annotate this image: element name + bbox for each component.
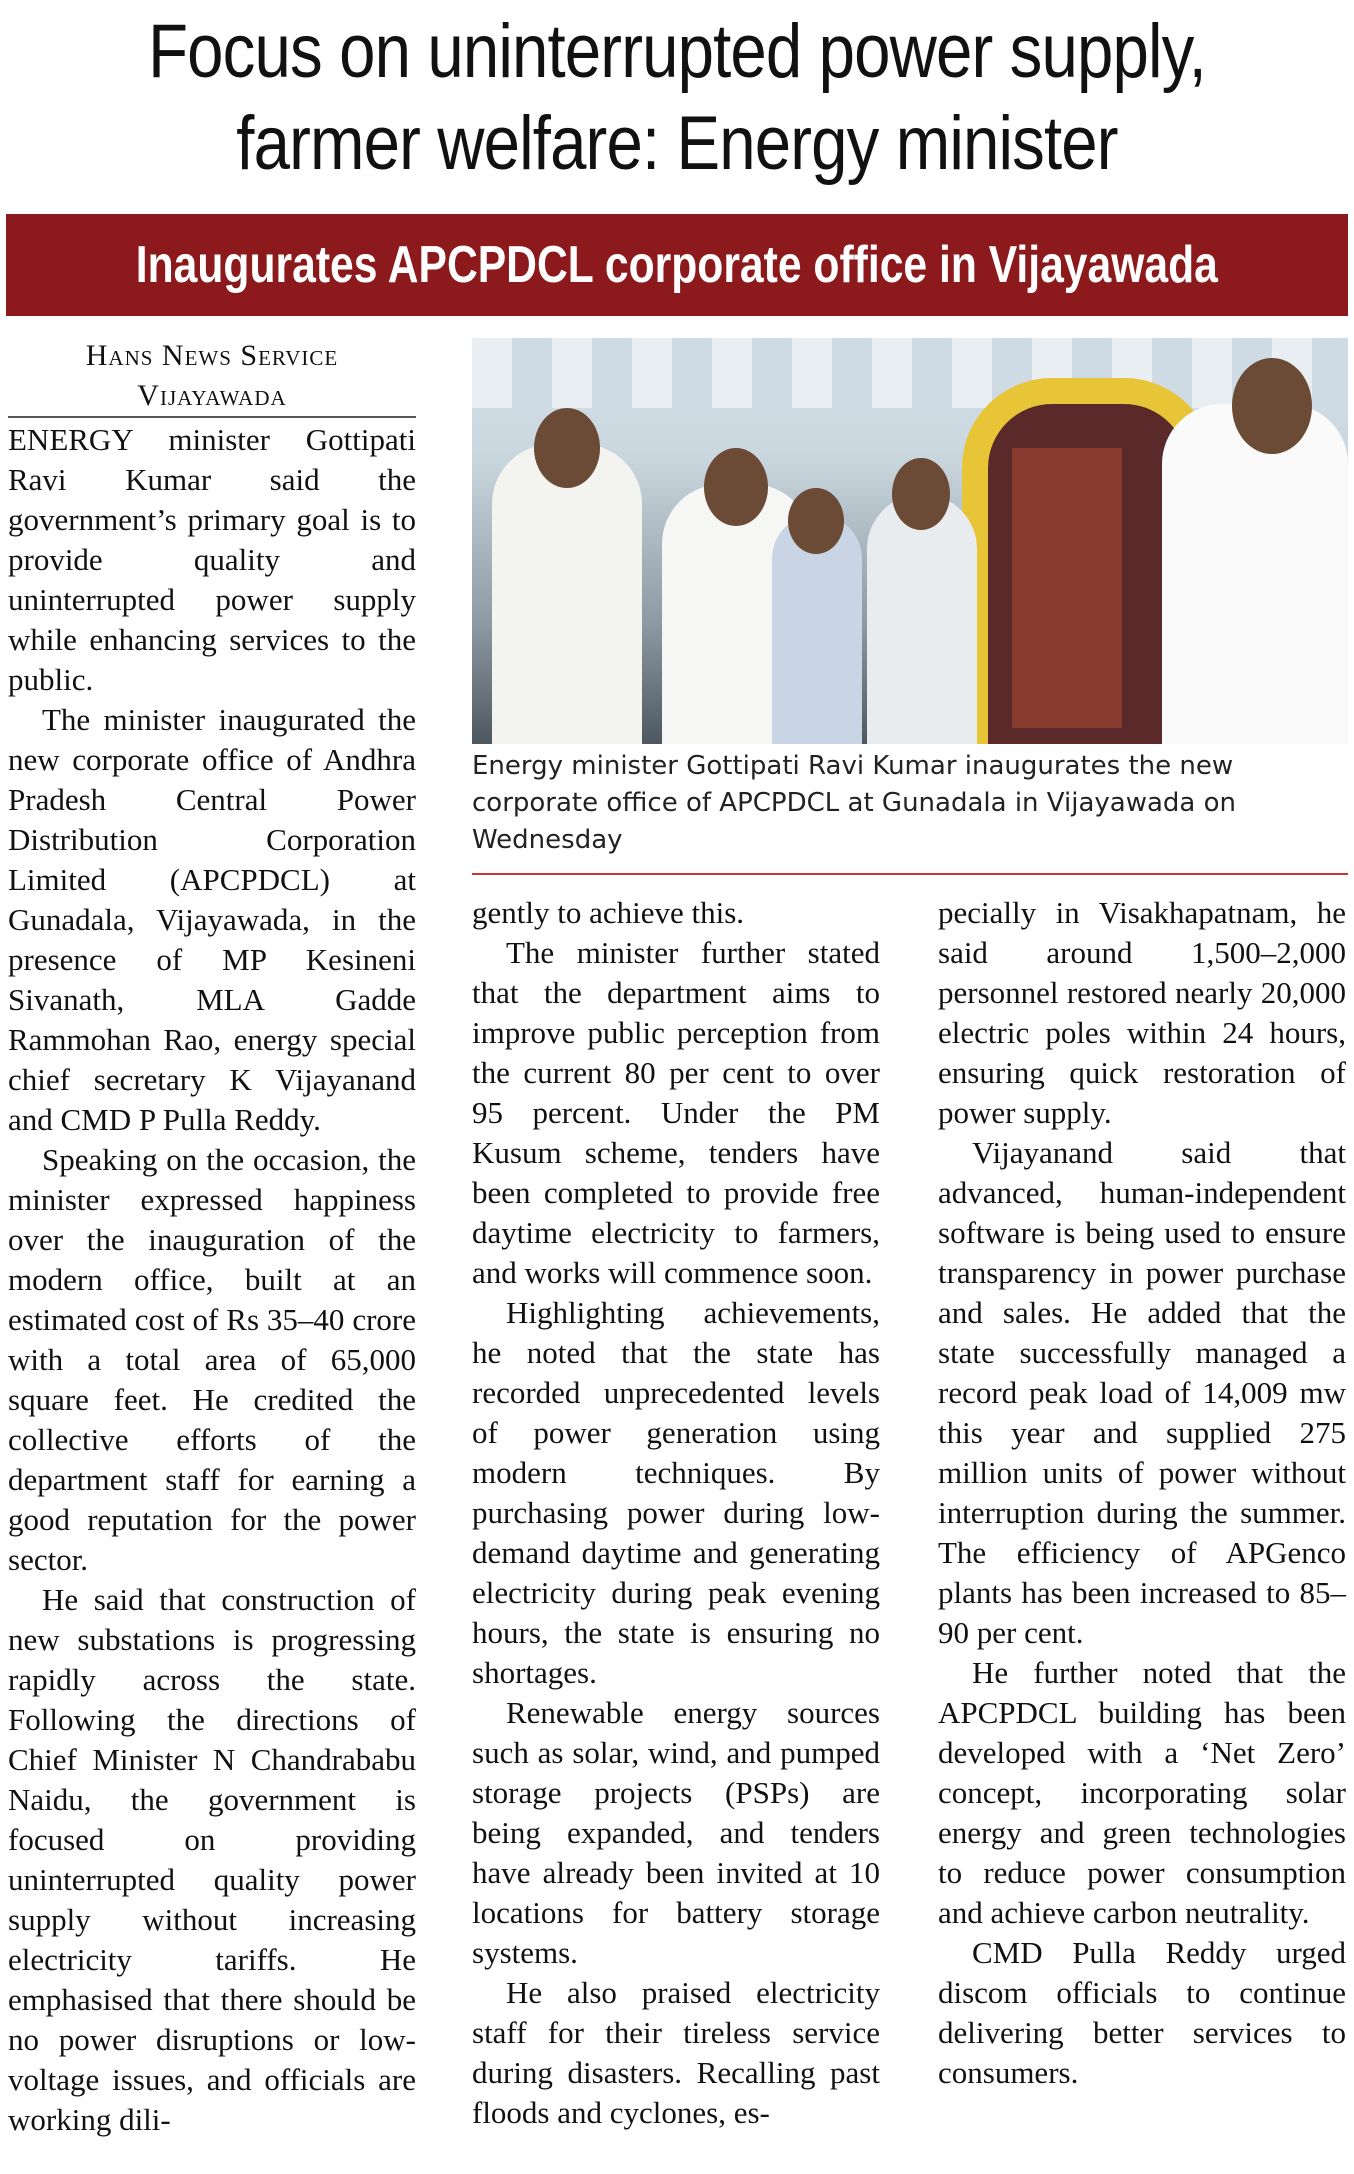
person-figure: [1162, 404, 1348, 744]
article-column-1: [8, 420, 416, 2140]
person-head: [788, 488, 844, 554]
paragraph: ENERGY minister Gottipati Ravi Kumar said the government’s primary goal is to provide quality and uninterrupted power supply while enhancing services to the public.: [8, 422, 416, 697]
article-photo: [472, 338, 1348, 744]
byline-location: Vijayawada: [137, 379, 287, 412]
person-head: [1232, 358, 1312, 454]
person-head: [534, 408, 600, 488]
paragraph: He further noted that the APCPDCL building has been developed with a ‘Net Zero’ concept, incorporating solar energy and green technologies to reduce power consumption and achieve carbon neutrality.: [938, 1655, 1346, 1930]
paragraph: Highlighting achievements, he noted that the state has recorded unprecedented levels of power generation using modern techniques. By purchasing power during low-demand daytime and generating electricity during peak evening hours, the state is ensuring no shortages.: [472, 1295, 880, 1690]
paragraph: pecially in Visakhapatnam, he said around 1,500–2,000 personnel restored nearly 20,000 electric poles within 24 hours, ensuring quick restoration of power supply.: [938, 895, 1346, 1130]
headline: Focus on uninterrupted power supply, farmer welfare: Energy minister: [148, 9, 1206, 186]
person-figure: [867, 494, 977, 744]
paragraph: Speaking on the occasion, the minister expressed happiness over the inauguration of the modern office, built at an estimated cost of Rs 35–40 crore with a total area of 65,000 square feet. He credited the collective efforts of the department staff for earning a good reputation for the power sector.: [8, 1142, 416, 1577]
paragraph: The minister inaugurated the new corporate office of Andhra Pradesh Central Power Distribution Corporation Limited (APCPDCL) at Gunadala, Vijayawada, in the presence of MP Kesineni Sivanath, MLA Gadde Rammohan Rao, energy special chief secretary K Vijayanand and CMD P Pulla Reddy.: [8, 702, 416, 1137]
paragraph: Vijayanand said that advanced, human-independent software is being used to ensure transparency in power purchase and sales. He added that the state successfully managed a record peak load of 14,009 mw this year and supplied 275 million units of power without interruption during the summer. The efficiency of APGenco plants has been increased to 85–90 per cent.: [938, 1135, 1346, 1650]
article-column-3: [938, 893, 1346, 2093]
caption-divider: [472, 873, 1348, 875]
paragraph: Renewable energy sources such as solar, wind, and pumped storage projects (PSPs) are being expanded, and tenders have already been invited at 10 locations for battery storage systems.: [472, 1695, 880, 1970]
paragraph: The minister further stated that the department aims to improve public perception from the current 80 per cent to over 95 percent. Under the PM Kusum scheme, tenders have been completed to provide free daytime electricity to farmers, and works will commence soon.: [472, 935, 880, 1290]
person-figure: [492, 444, 642, 744]
article-column-2: [472, 893, 880, 2133]
photo-caption: Energy minister Gottipati Ravi Kumar inaugurates the new corporate office of APCPDCL at Gunadala in Vijayawada on Wednesday: [472, 751, 1236, 855]
subheadline: Inaugurates APCPDCL corporate office in Vijayawada: [135, 236, 1219, 294]
subheadline-banner: [6, 214, 1348, 316]
byline-service: Hans News Service: [85, 339, 339, 372]
paragraph: He said that construction of new substations is progressing rapidly across the state. Following the directions of Chief Minister N Chandrababu Naidu, the government is focused on providing uninterrupted quality power supply without increasing electricity tariffs. He emphasised that there should be no power disruptions or low-voltage issues, and officials are working dili-: [8, 1582, 416, 2137]
paragraph: CMD Pulla Reddy urged discom officials to continue delivering better services to consumers.: [938, 1935, 1346, 2090]
inauguration-plaque: [1012, 448, 1122, 728]
paragraph: He also praised electricity staff for their tireless service during disasters. Recalling past floods and cyclones, es-: [472, 1975, 880, 2130]
byline: [8, 336, 416, 416]
paragraph: gently to achieve this.: [472, 895, 745, 930]
tent-canopy: [472, 338, 1348, 408]
byline-divider: [8, 416, 416, 418]
person-head: [704, 448, 768, 526]
person-head: [892, 458, 950, 530]
